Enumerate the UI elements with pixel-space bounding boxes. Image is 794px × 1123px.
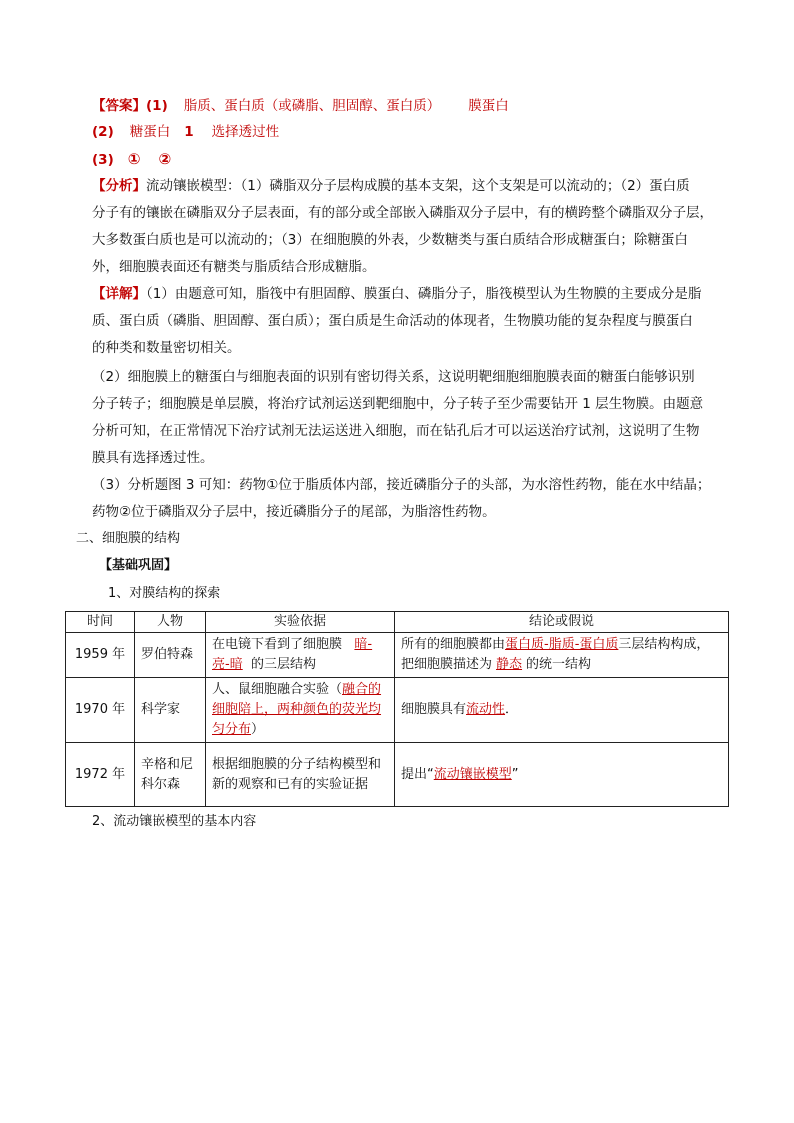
cell-basis: 根据细胞膜的分子结构模型和新的观察和已有的实验证据 xyxy=(206,743,395,807)
detail-line-2: 质、蛋白质（磷脂、胆固醇、蛋白质）；蛋白质是生命活动的体现者，生物膜功能的复杂程度与膜蛋白 xyxy=(92,313,693,329)
cell-person: 罗伯特森 xyxy=(135,633,206,678)
answer-q1-a: 脂质、蛋白质（或磷脂、胆固醇、蛋白质） xyxy=(183,98,441,114)
basis-text: 人、鼠细胞融合实验（ xyxy=(212,682,343,697)
conclusion-text: 三层结构构成，把细胞膜描述为 xyxy=(401,637,710,672)
detail-line-4: （2）细胞膜上的糖蛋白与细胞表面的识别有密切得关系，这说明靶细胞细胞膜表面的糖蛋白能够识别 xyxy=(92,369,695,385)
analysis-line-2: 分子有的镶嵌在磷脂双分子层表面，有的部分或全部嵌入磷脂双分子层中，有的横跨整个磷脂双分子层， xyxy=(92,205,713,221)
detail-line-5: 分子转子；细胞膜是单层膜，将治疗试剂运送到靶细胞中，分子转子至少需要钻开 1 层生物膜。由题意 xyxy=(92,396,704,412)
conclusion-fill-answer: 流动性 xyxy=(466,702,506,717)
conclusion-text: ． xyxy=(505,702,519,717)
basis-text: 在电镜下看到了细胞膜 xyxy=(212,637,343,652)
answer-line-1 xyxy=(92,96,509,116)
cell-conclusion xyxy=(395,678,729,743)
cell-time: 1970 年 xyxy=(66,678,135,743)
basis-text: 的三层结构 xyxy=(250,657,316,672)
detail-line-7: 膜具有选择透过性。 xyxy=(92,450,214,466)
answer-q2-c: 选择透过性 xyxy=(211,124,280,140)
item-1-title: 1、对膜结构的探索 xyxy=(108,586,221,601)
answer-q1-b: 膜蛋白 xyxy=(468,98,509,114)
conclusion-fill-answer: 蛋白质-脂质-蛋白质 xyxy=(505,637,619,652)
answer-line-3 xyxy=(92,149,177,170)
cell-person: 辛格和尼科尔森 xyxy=(135,743,206,807)
table-row xyxy=(66,633,729,678)
answer-q1-number: (1) xyxy=(146,98,168,114)
detail-line-8: （3）分析题图 3 可知：药物①位于脂质体内部，接近磷脂分子的头部，为水溶性药物，能在水中结晶； xyxy=(92,477,711,493)
header-conclusion: 结论或假说 xyxy=(395,612,729,633)
header-person: 人物 xyxy=(135,612,206,633)
membrane-history-table xyxy=(65,611,729,807)
detail-line-6: 分析可知，在正常情况下治疗试剂无法运送进入细胞，而在钻孔后才可以运送治疗试剂，这说明了生物 xyxy=(92,423,700,439)
header-time: 时间 xyxy=(66,612,135,633)
basis-fill-answer: 融合的细胞陪上，两种颜色的荧光均匀分布 xyxy=(212,682,382,737)
table-row xyxy=(66,678,729,743)
conclusion-text: 提出“ xyxy=(401,766,434,782)
answer-q2-a: 糖蛋白 xyxy=(129,124,171,140)
analysis-tag: 【分析】 xyxy=(92,178,146,194)
cell-conclusion xyxy=(395,633,729,678)
table-header-row xyxy=(66,612,729,633)
section-subheading: 【基础巩固】 xyxy=(99,558,178,573)
detail-line-9: 药物②位于磷脂双分子层中，接近磷脂分子的尾部，为脂溶性药物。 xyxy=(92,504,496,520)
conclusion-fill-answer-2: 静态 xyxy=(496,657,523,672)
answer-line-2 xyxy=(92,122,279,142)
detail-tag: 【详解】 xyxy=(92,286,146,302)
analysis-line-4: 外，细胞膜表面还有糖类与脂质结合形成糖脂。 xyxy=(92,259,376,275)
detail-text: （1）由题意可知，脂筏中有胆固醇、膜蛋白、磷脂分子，脂筏模型认为生物膜的主要成分是脂 xyxy=(146,286,702,302)
answer-q2-b: 1 xyxy=(184,124,194,140)
answer-q2-number: (2) xyxy=(92,124,114,140)
basis-fill-answer: 暗-亮-暗 xyxy=(212,637,373,672)
cell-basis xyxy=(206,678,395,743)
conclusion-text: 的统一结构 xyxy=(526,657,592,672)
detail-line-1 xyxy=(92,284,701,304)
cell-basis xyxy=(206,633,395,678)
answer-tag: 【答案】 xyxy=(92,98,146,114)
conclusion-fill-answer: 流动镶嵌模型 xyxy=(433,766,512,782)
detail-line-3: 的种类和数量密切相关。 xyxy=(92,340,241,356)
answer-q3-b: ② xyxy=(158,150,172,168)
answer-q3-number: (3) xyxy=(92,152,114,168)
table-row xyxy=(66,743,729,807)
answer-q3-a: ① xyxy=(127,150,141,168)
conclusion-text: ” xyxy=(511,766,519,782)
header-basis: 实验依据 xyxy=(206,612,395,633)
analysis-line-3: 大多数蛋白质也是可以流动的；（3）在细胞膜的外表，少数糖类与蛋白质结合形成糖蛋白；除糖蛋白 xyxy=(92,232,688,248)
analysis-line-1 xyxy=(92,176,690,196)
section-heading: 二、细胞膜的结构 xyxy=(76,531,181,546)
cell-person: 科学家 xyxy=(135,678,206,743)
cell-conclusion xyxy=(395,743,729,807)
basis-text: ） xyxy=(251,722,265,737)
cell-time: 1972 年 xyxy=(66,743,135,807)
item-2-title: 2、流动镶嵌模型的基本内容 xyxy=(92,814,257,829)
conclusion-text: 细胞膜具有 xyxy=(401,702,467,717)
cell-time: 1959 年 xyxy=(66,633,135,678)
analysis-text: 流动镶嵌模型：（1）磷脂双分子层构成膜的基本支架，这个支架是可以流动的；（2）蛋白质 xyxy=(146,178,690,194)
conclusion-text: 所有的细胞膜都由 xyxy=(401,637,506,652)
